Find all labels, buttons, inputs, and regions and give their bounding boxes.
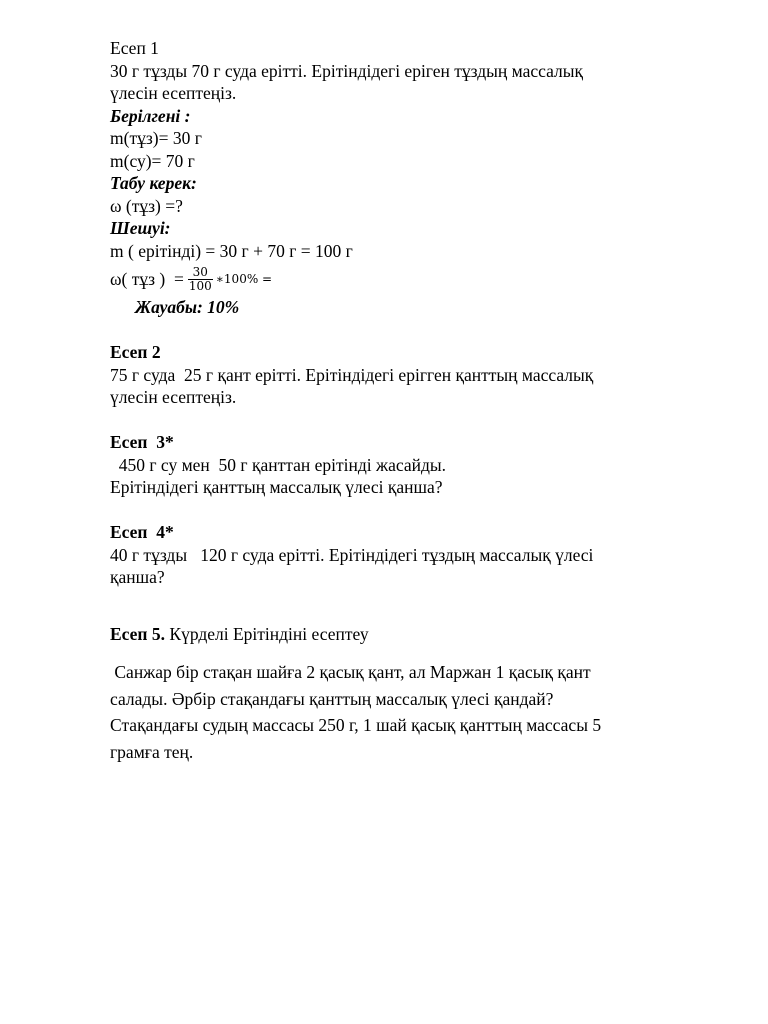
task-5 (110, 623, 710, 766)
task-2-line-1: 75 г суда 25 г қант ерітті. Ерітіндідегі ерігген қанттың массалық (110, 364, 594, 385)
task-5-title-rest: Күрделі Ерітіндіні есептеу (165, 623, 369, 644)
task-4-line-1: 40 г тұзды 120 г суда ерітті. Ерітіндідегі тұздың массалық үлесі (110, 544, 594, 565)
task-3-line-1: 450 г су мен 50 г қанттан ерітінді жасайды. (110, 454, 447, 475)
given-salt-mass: m(тұз)= 30 г (110, 128, 202, 148)
spacer (110, 409, 710, 432)
spacer (110, 589, 710, 623)
task-5-line-3: Стақандағы судың массасы 250 г, 1 шай қасық қанттың массасы 5 (110, 715, 602, 735)
formula-tail: ∗100% = (215, 272, 273, 286)
task-4-line-2: қанша? (110, 567, 165, 587)
task-5-line-2: салады. Әрбір стақандағы қанттың массалық үлесі қандай? (110, 688, 554, 709)
formula-prefix: ω( тұз ) = (110, 268, 184, 289)
solution-label: Шешуі: (110, 218, 171, 238)
task-2-line-2: үлесін есептеңіз. (110, 387, 237, 407)
task-3 (110, 431, 710, 499)
task-1-statement-line-2: үлесін есептеңіз. (110, 83, 237, 103)
spacer (110, 499, 710, 522)
task-5-title (110, 623, 710, 646)
task-2-title: Есеп 2 (110, 342, 161, 362)
task-1-statement-line-1: 30 г тұзды 70 г суда ерітті. Ерітіндідегі еріген тұздың массалық (110, 60, 584, 81)
formula-numerator: 30 (192, 264, 208, 279)
task-5-line-1: Санжар бір стақан шайға 2 қасық қант, ал Маржан 1 қасық қант (110, 662, 591, 682)
given-label: Берілгені : (110, 105, 191, 126)
find-mass-fraction: ω (тұз) =? (110, 195, 183, 216)
task-3-title: Есеп 3* (110, 432, 174, 452)
solution-solution-mass: m ( ерітінді) = 30 г + 70 г = 100 г (110, 240, 353, 261)
formula-denominator: 100 (188, 278, 212, 293)
spacer (110, 645, 710, 659)
task-1 (110, 37, 710, 319)
task-4 (110, 521, 710, 589)
find-label: Табу керек: (110, 173, 197, 193)
document-page (110, 37, 710, 765)
spacer (110, 319, 710, 342)
given-water-mass: m(су)= 70 г (110, 150, 195, 171)
task-4-title: Есеп 4* (110, 522, 174, 542)
task-5-line-4: грамға тең. (110, 741, 194, 762)
task-2 (110, 341, 710, 409)
mass-fraction-formula (110, 262, 710, 296)
formula-fraction (188, 266, 213, 293)
task-5-title-bold: Есеп 5. (110, 623, 166, 644)
task-3-line-2: Ерітіндідегі қанттың массалық үлесі қанша? (110, 477, 443, 497)
task-1-answer: Жауабы: 10% (135, 297, 240, 317)
task-1-title: Есеп 1 (110, 38, 159, 58)
